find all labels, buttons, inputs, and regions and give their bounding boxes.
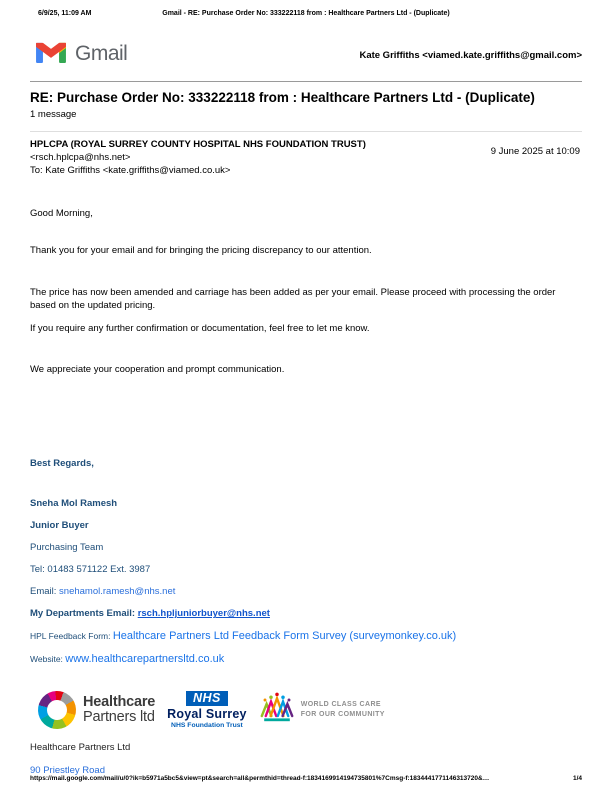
- hpl-wordmark-line2: Partners ltd: [83, 709, 155, 726]
- message-header: [30, 139, 582, 178]
- body-paragraph: The price has now been amended and carriage has been added as per your email. Please proceed with processing the order based on the updated pricing.: [30, 287, 556, 312]
- address-street-link[interactable]: 90 Priestley Road: [30, 764, 105, 776]
- signature-logos: [38, 691, 582, 730]
- gmail-logo-icon: [36, 40, 66, 68]
- account-owner: Kate Griffiths <viamed.kate.griffiths@gmail.com>: [359, 49, 582, 61]
- hpl-wordmark-line1: Healthcare: [83, 694, 156, 711]
- nhs-royal-surrey-logo: [167, 691, 247, 730]
- body-paragraph: We appreciate your cooperation and prompt communication.: [30, 363, 285, 375]
- healthcare-partners-logo: [38, 691, 155, 729]
- gmail-brand: [36, 40, 127, 68]
- email-signature: [30, 457, 582, 667]
- healthcare-partners-wordmark: [83, 695, 155, 725]
- signature-email-link[interactable]: snehamol.ramesh@nhs.net: [59, 586, 176, 598]
- print-footer: [30, 775, 582, 782]
- signature-dept-line: [30, 607, 582, 620]
- body-greeting: Good Morning,: [30, 207, 93, 219]
- signature-website-line: [30, 652, 582, 667]
- nhs-trust-subtitle: NHS Foundation Trust: [171, 721, 243, 729]
- message-divider: [30, 131, 582, 132]
- website-label: Website:: [30, 653, 66, 664]
- email-label: Email:: [30, 586, 60, 598]
- gmail-header-row: [36, 40, 582, 68]
- print-title: Gmail - RE: Purchase Order No: 333222118 from : Healthcare Partners Ltd - (Duplicate): [162, 10, 450, 17]
- wcc-line1: WORLD CLASS CARE: [300, 701, 381, 709]
- world-class-care-text: [301, 700, 385, 720]
- signature-phone: Tel: 01483 571122 Ext. 3987: [30, 564, 151, 576]
- print-datetime: 6/9/25, 11:09 AM: [38, 10, 92, 17]
- header-divider: [30, 81, 582, 82]
- address-company: Healthcare Partners Ltd: [30, 741, 131, 753]
- signature-feedback-line: [30, 629, 582, 644]
- signature-team: Purchasing Team: [30, 541, 104, 553]
- email-subject: RE: Purchase Order No: 333222118 from : Healthcare Partners Ltd - (Duplicate): [30, 90, 535, 105]
- sender-name: HPLCPA (ROYAL SURREY COUNTY HOSPITAL NHS FOUNDATION TRUST): [30, 139, 366, 151]
- email-content: [30, 40, 582, 778]
- healthcare-partners-ring-icon: [33, 686, 82, 735]
- signature-name: Sneha Mol Ramesh: [30, 497, 118, 509]
- nhs-trust-name: Royal Surrey: [167, 707, 247, 722]
- body-paragraph: Thank you for your email and for bringing the pricing discrepancy to our attention.: [30, 244, 372, 256]
- feedback-form-link[interactable]: Healthcare Partners Ltd Feedback Form Survey (surveymonkey.co.uk): [112, 630, 457, 643]
- sender-email: <rsch.hplcpa@nhs.net>: [30, 151, 131, 163]
- message-date: 9 June 2025 at 10:09: [490, 146, 580, 158]
- print-footer-page-number: 1/4: [572, 775, 582, 782]
- signature-job-title: Junior Buyer: [30, 519, 89, 531]
- signature-closing: Best Regards,: [30, 457, 94, 469]
- signature-email-line: [30, 585, 582, 598]
- print-header: [30, 10, 582, 22]
- gmail-wordmark: Gmail: [75, 42, 128, 65]
- message-count: 1 message: [30, 109, 77, 121]
- dept-email-link[interactable]: rsch.hpljuniorbuyer@nhs.net: [137, 608, 270, 620]
- wcc-line2: FOR OUR COMMUNITY: [300, 711, 385, 719]
- website-link[interactable]: www.healthcarepartnersltd.co.uk: [65, 652, 225, 665]
- message-body: [30, 208, 582, 377]
- body-paragraph: If you require any further confirmation or documentation, feel free to let me know.: [30, 323, 370, 335]
- dept-email-label: My Departments Email:: [30, 608, 138, 620]
- print-footer-url: https://mail.google.com/mail/u/0?ik=b5971a5bc5&view=pt&search=all&permthid=thread-f:1834169914194735801%7Cmsg-f:1834441771146313720&…: [30, 775, 490, 782]
- feedback-form-label: HPL Feedback Form:: [30, 631, 113, 642]
- recipient-line: To: Kate Griffiths <kate.griffiths@viamed.co.uk>: [30, 165, 231, 177]
- world-class-care-logo: [259, 692, 385, 729]
- nhs-lozenge-icon: NHS: [186, 691, 228, 707]
- world-class-care-crown-icon: [259, 692, 295, 729]
